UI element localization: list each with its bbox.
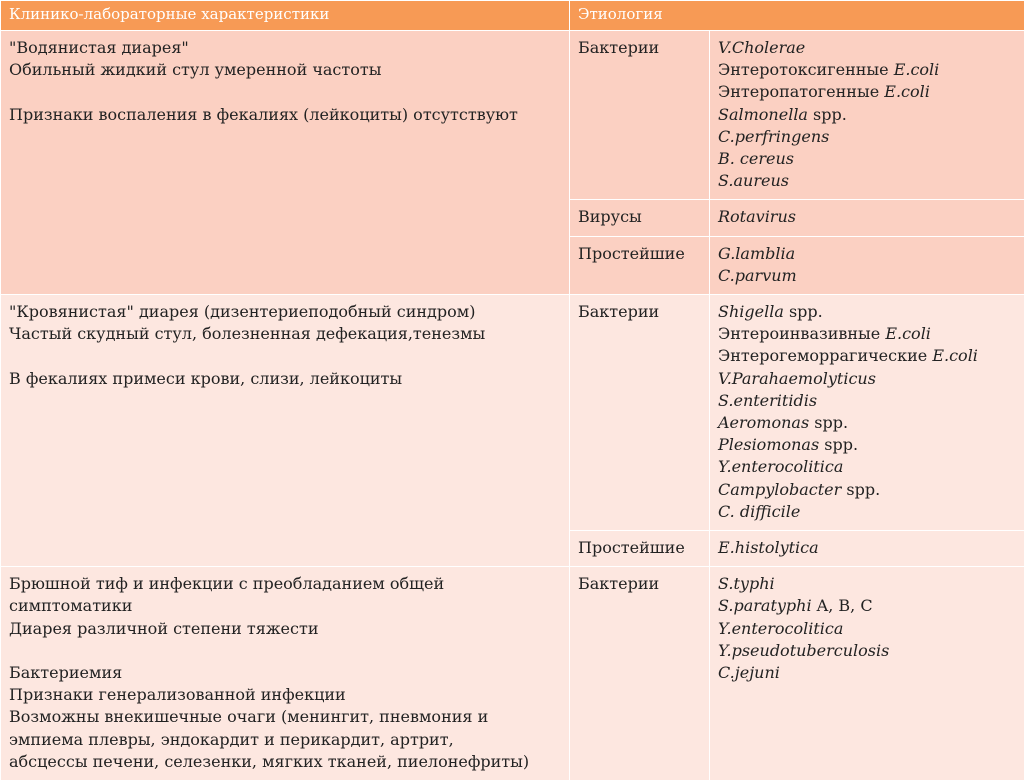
organism-name: B. cereus (718, 149, 794, 168)
organism-cell (710, 31, 1024, 200)
clinical-line: Признаки генерализованной инфекции (9, 684, 561, 706)
organism-name: S.aureus (718, 171, 789, 190)
organism-name: E.coli (884, 82, 930, 101)
organism-line (718, 618, 1016, 640)
organism-name: E.coli (885, 324, 931, 343)
clinical-line: "Водянистая диарея" (9, 37, 561, 59)
pathogen-type: Бактерии (570, 31, 710, 200)
organism-name: E.coli (932, 346, 978, 365)
clinical-line: "Кровянистая" диарея (дизентериеподобный синдром) (9, 301, 561, 323)
pathogen-type: Бактерии (570, 295, 710, 531)
clinical-line: Обильный жидкий стул умеренной частоты (9, 59, 561, 81)
clinical-line: Брюшной тиф и инфекции с преобладанием общей (9, 573, 561, 595)
organism-suffix: spp. (808, 105, 847, 124)
blank-line (9, 345, 561, 367)
blank-line (9, 81, 561, 103)
clinical-line: Возможны внекишечные очаги (менингит, пневмония и (9, 706, 561, 728)
pathogen-type: Вирусы (570, 200, 710, 236)
organism-name: Aeromonas (718, 413, 809, 432)
organism-suffix: spp. (809, 413, 848, 432)
organism-cell (710, 567, 1024, 781)
organism-line (718, 126, 1016, 148)
organism-name: C. difficile (718, 502, 800, 521)
clinical-cell (1, 567, 570, 781)
clinical-line: Диарея различной степени тяжести (9, 618, 561, 640)
organism-suffix: spp. (819, 435, 858, 454)
organism-cell (710, 236, 1024, 294)
organism-name: Salmonella (718, 105, 808, 124)
organism-suffix: spp. (841, 480, 880, 499)
clinical-line: Частый скудный стул, болезненная дефекация,тенезмы (9, 323, 561, 345)
organism-prefix: Энтероинвазивные (718, 324, 885, 343)
organism-cell (710, 295, 1024, 531)
organism-line (718, 345, 1016, 367)
organism-suffix: spp. (784, 302, 823, 321)
organism-line (718, 456, 1016, 478)
organism-name: Campylobacter (718, 480, 841, 499)
clinical-line: эмпиема плевры, эндокардит и перикардит, артрит, (9, 729, 561, 751)
pathogen-type: Бактерии (570, 567, 710, 781)
organism-cell (710, 531, 1024, 567)
organism-name: C.parvum (718, 266, 797, 285)
clinical-line: В фекалиях примеси крови, слизи, лейкоциты (9, 368, 561, 390)
organism-name: S.enteritidis (718, 391, 817, 410)
pathogen-type: Простейшие (570, 236, 710, 294)
organism-name: V.Cholerae (718, 38, 805, 57)
organism-line (718, 206, 1016, 228)
organism-line (718, 265, 1016, 287)
organism-line (718, 243, 1016, 265)
organism-cell (710, 200, 1024, 236)
organism-name: V.Parahaemolyticus (718, 369, 876, 388)
table-row (1, 31, 1024, 200)
organism-line (718, 412, 1016, 434)
organism-name: Rotavirus (718, 207, 796, 226)
clinical-line: симптоматики (9, 595, 561, 617)
organism-name: Y.pseudotuberculosis (718, 641, 889, 660)
organism-line (718, 595, 1016, 617)
organism-line (718, 81, 1016, 103)
organism-name: S.typhi (718, 574, 775, 593)
organism-name: C.perfringens (718, 127, 829, 146)
organism-name: G.lamblia (718, 244, 795, 263)
organism-line (718, 501, 1016, 523)
organism-prefix: Энтеротоксигенные (718, 60, 894, 79)
organism-line (718, 434, 1016, 456)
organism-line (718, 390, 1016, 412)
organism-name: Y.enterocolitica (718, 457, 843, 476)
organism-line (718, 662, 1016, 684)
organism-line (718, 148, 1016, 170)
header-etiology: Этиология (570, 1, 1024, 31)
organism-prefix: Энтеропатогенные (718, 82, 884, 101)
clinical-cell (1, 295, 570, 567)
organism-name: E.coli (894, 60, 940, 79)
organism-line (718, 368, 1016, 390)
organism-line (718, 59, 1016, 81)
clinical-line: Признаки воспаления в фекалиях (лейкоциты) отсутствуют (9, 104, 561, 126)
header-clinical: Клинико-лабораторные характеристики (1, 1, 570, 31)
organism-line (718, 323, 1016, 345)
organism-line (718, 37, 1016, 59)
table-row (1, 567, 1024, 781)
organism-name: E.histolytica (718, 538, 819, 557)
organism-line (718, 301, 1016, 323)
header-row (1, 1, 1024, 31)
organism-line (718, 479, 1016, 501)
organism-prefix: Энтерогеморрагические (718, 346, 932, 365)
clinical-line: абсцессы печени, селезенки, мягких тканей, пиелонефриты) (9, 751, 561, 773)
organism-line (718, 537, 1016, 559)
organism-name: Plesiomonas (718, 435, 819, 454)
organism-line (718, 573, 1016, 595)
blank-line (9, 640, 561, 662)
organism-name: C.jejuni (718, 663, 780, 682)
organism-suffix: A, B, C (812, 596, 873, 615)
organism-name: S.paratyphi (718, 596, 812, 615)
table-row (1, 295, 1024, 531)
clinical-cell (1, 31, 570, 295)
clinical-line: Бактериемия (9, 662, 561, 684)
organism-line (718, 640, 1016, 662)
organism-name: Y.enterocolitica (718, 619, 843, 638)
organism-name: Shigella (718, 302, 784, 321)
organism-line (718, 170, 1016, 192)
pathogen-type: Простейшие (570, 531, 710, 567)
organism-line (718, 104, 1016, 126)
